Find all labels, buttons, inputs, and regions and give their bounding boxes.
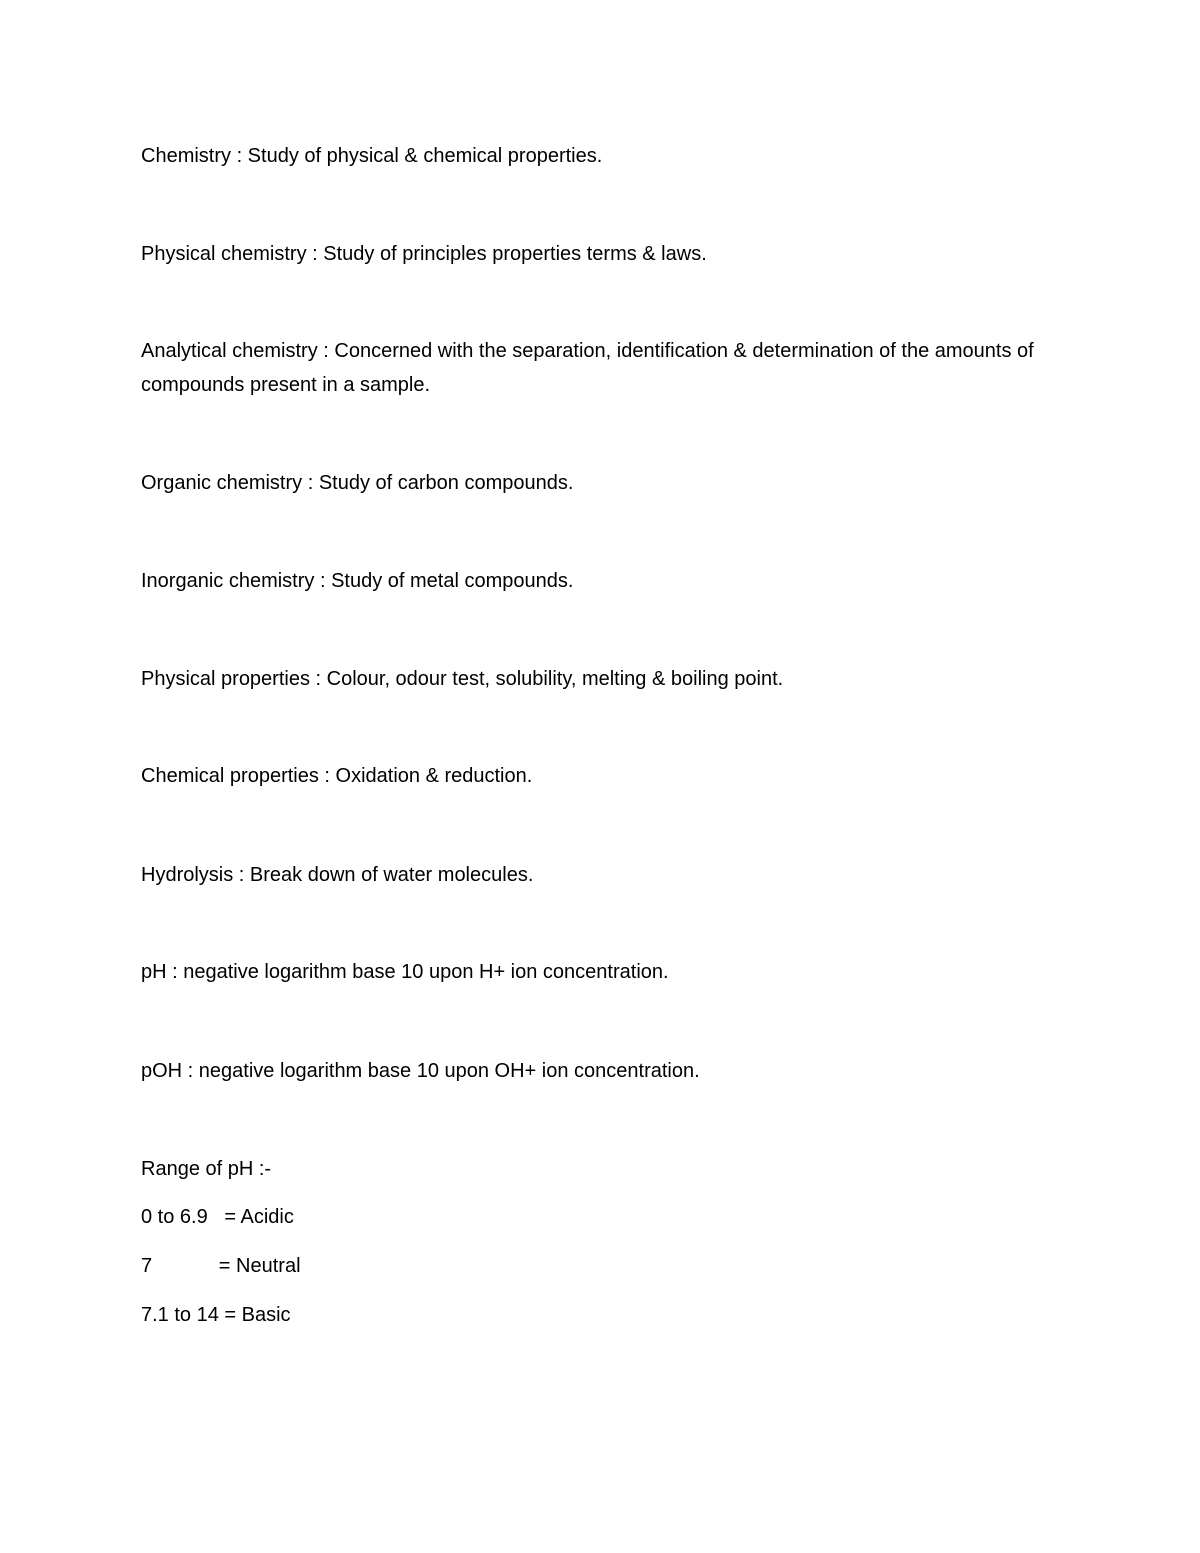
definition-physical-chemistry: Physical chemistry : Study of principles properties terms & laws.	[141, 243, 707, 265]
ph-range-neutral: 7 = Neutral	[141, 1255, 301, 1277]
definition-analytical-chemistry: Analytical chemistry : Concerned with the separation, identification & determination of the amounts of compounds present in a sample.	[141, 340, 1034, 396]
definition-hydrolysis: Hydrolysis : Break down of water molecules.	[141, 864, 534, 886]
ph-range-acidic: 0 to 6.9 = Acidic	[141, 1206, 294, 1228]
ph-range-heading: Range of pH :-	[141, 1158, 272, 1180]
definition-chemical-properties: Chemical properties : Oxidation & reduction.	[141, 765, 533, 787]
definition-poh: pOH : negative logarithm base 10 upon OH+ ion concentration.	[141, 1060, 700, 1082]
definition-ph: pH : negative logarithm base 10 upon H+ ion concentration.	[141, 961, 669, 983]
definition-organic-chemistry: Organic chemistry : Study of carbon compounds.	[141, 472, 574, 494]
ph-range-basic: 7.1 to 14 = Basic	[141, 1304, 291, 1326]
definition-inorganic-chemistry: Inorganic chemistry : Study of metal compounds.	[141, 570, 574, 592]
definition-chemistry: Chemistry : Study of physical & chemical properties.	[141, 145, 603, 167]
definition-physical-properties: Physical properties : Colour, odour test, solubility, melting & boiling point.	[141, 668, 784, 690]
